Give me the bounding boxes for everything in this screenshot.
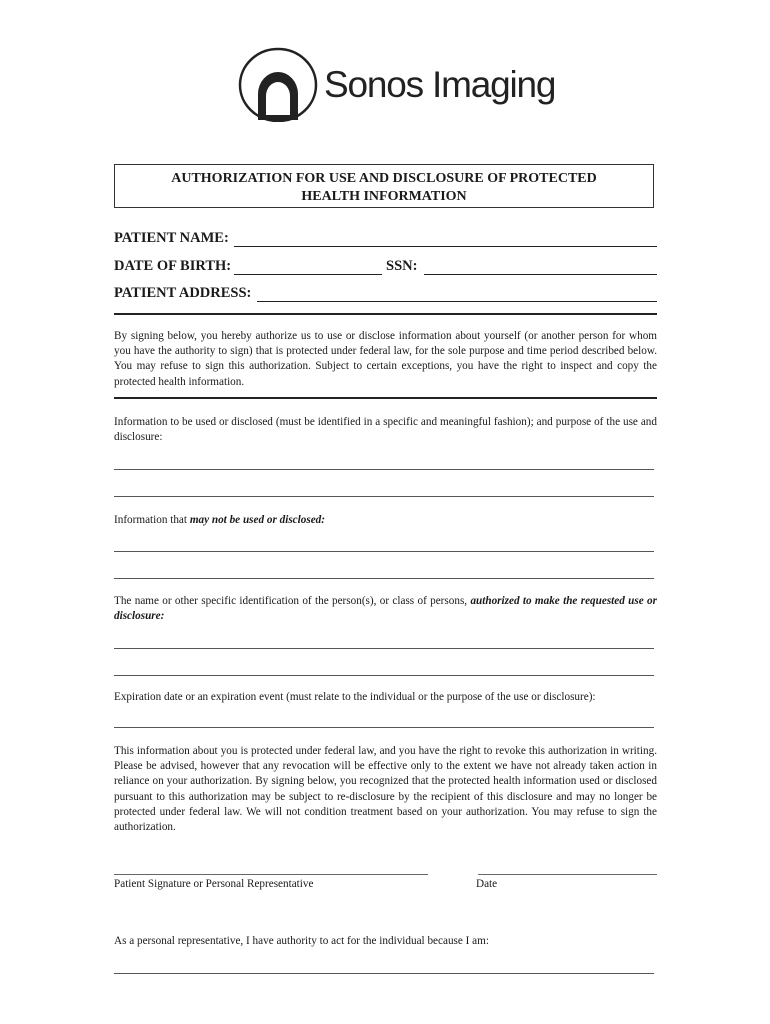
info-used-label: Information to be used or disclosed (must be identified in a specific and meaningful fashion); and purpose of the use and disclosure: — [114, 416, 657, 444]
sonos-imaging-logo — [238, 44, 556, 122]
sonos-arch-icon — [238, 44, 324, 122]
representative-line[interactable] — [114, 973, 654, 974]
date-line[interactable] — [478, 874, 657, 875]
title-line-2: HEALTH INFORMATION — [301, 189, 467, 204]
not-used-line-2[interactable] — [114, 578, 654, 579]
signature-line[interactable] — [114, 874, 428, 875]
date-of-birth-label: DATE OF BIRTH: — [114, 258, 232, 274]
expiration-line[interactable] — [114, 727, 654, 728]
protection-paragraph: This information about you is protected under federal law, and you have the right to revoke this authorization in writing. Please be advised, however that any revocation will be effective only to the extent we have not already taken action in reliance on your authorization. By signing below, you recognized that the protected health information used or disclosed pursuant to this authorization may be subject to re-disclosure by the recipient of this disclosure and may no longer be protected under federal law. We will not condition treatment based on your authorization. You may refuse to sign the authorization. — [114, 745, 657, 834]
patient-name-label: PATIENT NAME: — [114, 230, 229, 246]
info-used-line-1[interactable] — [114, 469, 654, 470]
date-label: Date — [476, 878, 498, 890]
logo-text: Sonos Imaging — [324, 64, 556, 105]
ssn-label: SSN: — [386, 258, 418, 274]
signature-label: Patient Signature or Personal Representative — [114, 878, 314, 890]
divider — [114, 397, 657, 399]
representative-label: As a personal representative, I have authority to act for the individual because I am: — [114, 935, 489, 947]
expiration-label: Expiration date or an expiration event (must relate to the individual or the purpose of the use or disclosure): — [114, 691, 596, 703]
patient-address-label: PATIENT ADDRESS: — [114, 285, 252, 301]
form-title — [114, 164, 654, 208]
not-used-label: Information that may not be used or disclosed: — [114, 514, 325, 526]
patient-address-field[interactable] — [257, 301, 657, 302]
persons-label: The name or other specific identification of the person(s), or class of persons, authorized to make the requested use or disclosure: — [114, 595, 657, 623]
intro-paragraph: By signing below, you hereby authorize us to use or disclose information about yourself (or another person for whom you have the authority to sign) that is protected under federal law, for the sole purpose and time period described below. You may refuse to sign this authorization. Subject to certain exceptions, you have the right to inspect and copy the protected health information. — [114, 330, 657, 388]
ssn-field[interactable] — [424, 274, 657, 275]
title-line-1: AUTHORIZATION FOR USE AND DISCLOSURE OF PROTECTED — [171, 171, 597, 186]
date-of-birth-field[interactable] — [234, 274, 382, 275]
persons-line-1[interactable] — [114, 648, 654, 649]
persons-line-2[interactable] — [114, 675, 654, 676]
divider — [114, 313, 657, 315]
info-used-line-2[interactable] — [114, 496, 654, 497]
patient-name-field[interactable] — [234, 246, 657, 247]
not-used-line-1[interactable] — [114, 551, 654, 552]
